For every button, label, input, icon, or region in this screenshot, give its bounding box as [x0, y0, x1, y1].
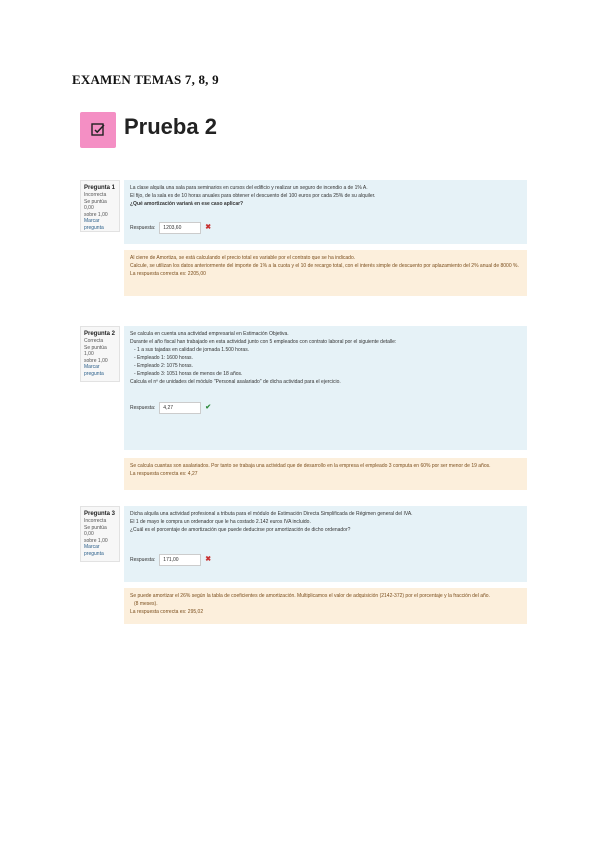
question-status: Incorrecta — [84, 518, 107, 524]
question-number: Pregunta 3 — [84, 511, 116, 517]
question-info — [80, 180, 120, 232]
question-line: El fijo, de la sala es de 10 horas anuales para obtener el descuento del 100 euros por cada 25% de su alquiler. — [130, 193, 376, 199]
flag-question-link[interactable]: Marcar — [84, 544, 100, 550]
question-line: Se calcula en cuenta una actividad empresarial en Estimación Objetiva. — [130, 331, 289, 337]
feedback-box — [124, 250, 527, 296]
feedback-box — [124, 458, 527, 490]
question-score: Se puntúa 1,00 — [84, 344, 107, 357]
question-text-box — [124, 326, 527, 450]
question-line: - Empleado 1: 1600 horas. — [134, 355, 193, 361]
question-info — [80, 506, 120, 562]
quiz-title: Prueba 2 — [124, 114, 217, 139]
question-score: Se puntúa 0,00 — [84, 198, 107, 211]
question-line: La clase alquila una sala para seminarios en cursos del edificio y realizar un seguro de incendio a de 1% A. — [130, 185, 368, 191]
flag-question-link[interactable]: Marcar — [84, 218, 100, 224]
question-score-max: sobre 1,00 — [84, 537, 108, 544]
answer-label: Respuesta: — [130, 405, 156, 411]
question-line: Dicha alquila una actividad profesional a tributa para el módulo de Estimación Directa Simplificada de Régimen general del IVA. — [130, 511, 413, 517]
document-title: EXAMEN TEMAS 7, 8, 9 — [72, 72, 219, 87]
checkbox-icon — [90, 122, 106, 138]
question-status: Correcta — [84, 338, 104, 344]
question-text-box — [124, 506, 527, 582]
correct-answer: La respuesta correcta es: 4,27 — [130, 471, 198, 477]
correct-answer: La respuesta correcta es: 2205,00 — [130, 271, 206, 277]
question-line: El 1 de mayo le compra un ordenador que le ha costado 2.142 euros IVA incluido. — [130, 519, 311, 525]
question-line: - 1 a sus tajadas en calidad de jornada 1.500 horas. — [134, 347, 250, 353]
flag-question-link[interactable]: Marcar — [84, 364, 100, 370]
feedback-line: (8 meses). — [134, 601, 158, 607]
answer-label: Respuesta: — [130, 557, 156, 563]
flag-question-link-2[interactable]: pregunta — [84, 550, 104, 557]
question-line: ¿Qué amortización variará en ese caso aplicar? — [130, 201, 244, 207]
question-line: - Empleado 2: 1075 horas. — [134, 363, 193, 369]
question-score: Se puntúa 0,00 — [84, 524, 107, 537]
quiz-checkbox-icon — [80, 112, 116, 148]
answer-field[interactable]: 4,27 — [159, 402, 201, 414]
feedback-line: Se calcula cuantas son asalariados. Por tanto se trabaja una actividad que de desarrollo en la empresa el empleado 3 computa en 60% por ser menor de 19 años. — [130, 463, 491, 469]
feedback-box — [124, 588, 527, 624]
correct-answer: La respuesta correcta es: 295,02 — [130, 609, 204, 615]
answer-field[interactable]: 1203,60 — [159, 222, 201, 234]
answer-field[interactable]: 171,00 — [159, 554, 201, 566]
question-score-max: sobre 1,00 — [84, 211, 108, 218]
feedback-line: Al cierre de Amortiza, se está calculando el precio total es variable por el contrato que se ha indicado. — [130, 255, 356, 261]
incorrect-icon: ✖ — [205, 224, 212, 231]
question-line: - Empleado 3: 1051 horas de menos de 18 años. — [134, 371, 243, 377]
question-line: Calcula el nº de unidades del módulo "Personal asalariado" de dicha actividad para el ejercicio. — [130, 379, 341, 385]
flag-question-link-2[interactable]: pregunta — [84, 224, 104, 231]
question-score-max: sobre 1,00 — [84, 357, 108, 364]
incorrect-icon: ✖ — [205, 556, 212, 563]
question-number: Pregunta 1 — [84, 185, 116, 191]
question-status: Incorrecta — [84, 192, 107, 198]
feedback-line: Se puede amortizar el 26% según la tabla de coeficientes de amortización. Multiplicamos el valor de adquisición (2142-372) por el porcentaje y la fracción del año. — [130, 593, 490, 599]
question-text-box — [124, 180, 527, 244]
answer-label: Respuesta: — [130, 225, 156, 231]
question-info — [80, 326, 120, 382]
question-number: Pregunta 2 — [84, 331, 116, 337]
question-line: ¿Cuál es el porcentaje de amortización que puede deducirse por amortización de dicho ordenador? — [130, 527, 351, 533]
feedback-line: Calcule, se utilizan los datos anteriormente del importe de 1% a la cuota y el 10 de recargo total, con el interés simple de descuento por aplazamiento del 2% anual de 8000 %. — [130, 263, 519, 269]
question-line: Durante el año fiscal han trabajado en esta actividad junto con 5 empleados con contrato laboral por el siguiente detalle: — [130, 339, 397, 345]
correct-check-icon: ✔ — [205, 404, 212, 411]
flag-question-link-2[interactable]: pregunta — [84, 370, 104, 377]
